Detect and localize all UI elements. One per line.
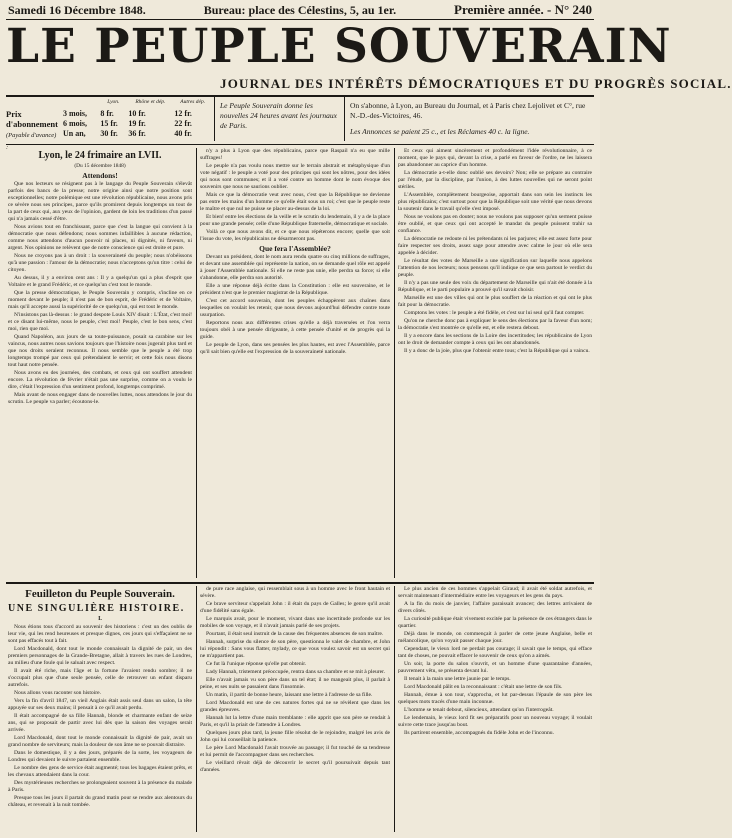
price-cell: 8 fr. xyxy=(100,108,114,118)
feuilleton-column-1 xyxy=(8,586,192,832)
lead-column-3 xyxy=(398,148,592,580)
column-rule xyxy=(196,148,197,578)
price-cell: 12 fr. xyxy=(174,108,192,118)
lead-paragraph: Le peuple n'a pas voulu nous mettre sur le terrain abstrait et métaphysique d'un vote négatif : le peuple a voté pour des principes qui sont les nôtres, pour des idées qui nous sont communes; et il a voté contre un homme dont le nom évoque des souvenirs que nous ne saurions oublier. xyxy=(200,163,390,190)
lead-paragraph: Qu'on ne cherche donc pas à expliquer le sens des élections par la faveur d'un nom; la démocratie s'est montrée ce qu'elle est, et elle restera debout. xyxy=(398,318,592,331)
info-divider xyxy=(214,97,215,141)
story-paragraph: Nous allons vous raconter son histoire. xyxy=(14,690,102,696)
story-paragraph: Pourtant, il était seul instruit de la cause des fréquentes absences de son maître. xyxy=(206,631,384,637)
story-paragraph: Dans le domestique, il y a des jours, préparés de la sorte, les voyageurs de Londres qui devaient le suivre partaient ensemble. xyxy=(8,750,192,763)
price-period: Un an, xyxy=(63,128,86,138)
lead-paragraph: Que nos lecteurs se résignent pas à le langage du Peuple Souverain s'élevât parfois des bancs de la presse; notre origine ainsi que notre position sont exceptionnelles; notre polémique est une révolution républicaine, nous avons pris ce sévère nous ses principes, parce qu'ils promirent depuis longtemps un tout de la part de ceux qui, aux yeux de l'opinion, gardent de loin les traditions d'un passé qui n'a jamais cessé d'être. xyxy=(8,181,192,222)
story-paragraph: de pure race anglaise, qui ressemblait sous à un homme avec le front hautain et sévère. xyxy=(200,586,390,599)
story-paragraph: A la fin du mois de janvier, l'affaire paraissait avancer; des lettres arrivaient de divers côtés. xyxy=(398,601,592,614)
story-paragraph: Ce brave serviteur s'appelait John : il était du pays de Galles; le genre qu'il avait d'une fidélité sans égale. xyxy=(200,601,390,614)
story-paragraph: Elle n'avait jamais vu son père dans un tel état; il ne mangeait plus, il parlait à peine, et ses nuits se passaient dans l'insomnie. xyxy=(200,677,390,690)
price-cell: 40 fr. xyxy=(174,128,192,138)
feuilleton-column-2 xyxy=(200,586,390,832)
lead-dateline: (Du 15 décembre 1848) xyxy=(74,163,126,169)
column-rule xyxy=(196,586,197,832)
price-cell: 19 fr. xyxy=(128,118,146,128)
lead-column-1 xyxy=(8,148,192,580)
lead-paragraph: Reportons nous aux différentes crises qu'elle a déjà traversées et l'on verra toujours obéi à une pensée dirigeante, à cette pensée d'unité et de progrès qui la guide. xyxy=(200,320,390,340)
lead-heading: Lyon, le 24 frimaire an LVII. xyxy=(38,150,162,161)
subscription-bar xyxy=(6,97,594,151)
story-paragraph: Il tenait à la main une lettre jaunie par le temps. xyxy=(404,676,511,682)
price-row xyxy=(62,108,212,118)
issue-dateline xyxy=(8,2,592,18)
section-subheading: Que fera l'Assemblée? xyxy=(259,244,331,253)
story-paragraph: Presque tous les jours il partait du grand matin pour se rendre aux alentours du château, et revenait à la nuit tombée. xyxy=(8,795,192,808)
masthead-title: LE PEUPLE SOUVERAIN xyxy=(6,19,672,74)
lead-paragraph: Nous avons eu des journées, des combats, et ceux qui ont souffert attendent encore. La révolution de février n'était pas une surprise, comme on a voulu le dire, c'était l'expression d'un sentiment profond, longtemps comprimé. xyxy=(8,370,192,390)
story-paragraph: Il avait été riche, mais l'âge et la fortune l'avaient rendu sombre; il ne s'occupait plus que d'une seule pensée, celle de retrouver un enfant disparu autrefois. xyxy=(8,668,192,688)
story-paragraph: Lord Macdonald est une de ces natures fortes qui ne se révèlent que dans les grandes épreuves. xyxy=(200,700,390,713)
column-rule xyxy=(394,586,395,832)
story-paragraph: Le père Lord Macdonald l'avait trouvée au passage; il fut touché de sa tendresse et lui permit de l'accompagner dans ses recherches. xyxy=(200,745,390,758)
lead-paragraph: Voilà ce que nous avons dit, et ce que nous répéterons encore; quelle que soit l'issue du vote, les républicains ne désarmeront pas. xyxy=(200,229,390,242)
lead-column-2 xyxy=(200,148,390,580)
subscription-title: Prix d'abonnement xyxy=(6,109,58,129)
story-paragraph: L'homme se tenait debout, silencieux, attendant qu'on l'interrogeât. xyxy=(404,707,554,713)
bureau-address: Bureau: place des Célestins, 5, au 1er. xyxy=(203,2,397,17)
lead-paragraph: N'insistons pas là-dessus : le grand despote Louis XIV disait : L'État, c'est moi! et ce disant lui-même, nous le peuple, c'est moi! Peuple, c'est le bon sens, c'est moi, rien que moi. xyxy=(8,312,192,332)
price-header: Rhône et dép. xyxy=(135,99,166,105)
lead-paragraph: Le peuple de Lyon, dans ses pensées les plus hautes, est avec l'Assemblée, parce qu'il sait bien qu'elle est l'expression de la souveraineté nationale. xyxy=(200,342,390,355)
story-paragraph: Le nombre des gens de service était augmenté; tous les bagages étaient prêts, et les chevaux attendaient dans la cour. xyxy=(8,765,192,778)
subscription-notice xyxy=(350,101,594,137)
story-paragraph: Lord Macdonald pâlit en la reconnaissant : c'était une lettre de son fils. xyxy=(404,684,563,690)
subscription-table xyxy=(62,97,212,138)
price-period: 6 mois, xyxy=(63,118,87,128)
story-paragraph: Ils partirent ensemble, accompagnés du fidèle John et de l'inconnu. xyxy=(404,730,554,736)
lead-paragraph: La démocratie ne redoute ni les prétendants ni les parjures; elle est assez forte pour faire respecter ses droits, assez sage pour attendre avec calme le jour où elle sera appelée à décider. xyxy=(398,236,592,256)
lead-paragraph: La démocratie a-t-elle donc oublié ses devoirs? Non; elle se prépare au contraire par l'étude, par la discipline, par l'union, à des luttes nouvelles qui ne seront point stériles. xyxy=(398,170,592,190)
story-paragraph: Quelques jours plus tard, la jeune fille résolut de le rejoindre, malgré les avis de John qui lui conseillait la patience. xyxy=(200,730,390,743)
lead-paragraph: Et bien! entre les élections de la veille et le scrutin du lendemain, il y a de la place pour une grande pensée; celle d'une République fraternelle, démocratique et sociale. xyxy=(200,214,390,227)
story-paragraph: La curiosité publique était vivement excitée par la présence de ces étrangers dans le quartier. xyxy=(398,616,592,629)
story-title: UNE SINGULIÈRE HISTOIRE. xyxy=(8,603,185,614)
lead-paragraph: Comptons les votes : le peuple a été fidèle, et c'est sur lui seul qu'il faut compter. xyxy=(404,310,585,316)
lead-paragraph: Quand Napoléon, aux jours de sa toute-puissance, posait sa carabine sur les vaincus, nous autres nous savions toujours que l'histoire nous jugerait plus tard et que nos droits seraient reconnus. Il nous semble que le peuple a été trop longtemps trompé par ceux qui prétendaient le servir; et cette fois nous disons tout haut notre pensée. xyxy=(8,334,192,368)
price-cell: 22 fr. xyxy=(174,118,192,128)
lead-paragraph: Mais ce que la démocratie veut avec nous, c'est que la République ne devienne pas entre les mains d'un homme ce qu'elle était sous un roi; c'est que le peuple reste le maître et que nul ne puisse se placer au-dessus de la loi. xyxy=(200,192,390,212)
lead-paragraph: Mais avant de nous engager dans de nouvelles luttes, nous attendons le jour du scrutin. Le peuple va parler; écoutons-le. xyxy=(8,392,192,405)
story-paragraph: Hannah, surprise du silence de son père, questionna le valet de chambre, et John lui répondit : Sans vous flatter, mylady, ce que vous voulez savoir est un secret qui ne m'appartient pas. xyxy=(200,639,390,659)
story-paragraph: Vers la fin d'avril 1847, un vieil Anglais était assis seul dans un salon, la tête appuyée sur ses deux mains; il pensait à ce qu'il avait perdu. xyxy=(8,698,192,711)
feuilleton-rule xyxy=(6,582,594,584)
price-cell: 30 fr. xyxy=(100,128,118,138)
ad-rates: Les Annonces se paient 25 c., et les Réclames 40 c. la ligne. xyxy=(350,127,530,136)
infobar-rule xyxy=(6,144,594,145)
story-paragraph: Ce fut là l'unique réponse qu'elle put obtenir. xyxy=(206,661,307,667)
story-paragraph: Le lendemain, le vieux lord fit ses préparatifs pour un nouveau voyage; il voulait suivre cette trace jusqu'au bout. xyxy=(398,715,592,728)
story-paragraph: Hannah lut la lettre d'une main tremblante : elle apprit que son père se rendait à Paris, et qu'il la priait de l'attendre à Londres. xyxy=(200,715,390,728)
lead-paragraph: Nous ne voulons pas en douter; nous ne voulons pas supposer qu'un serment puisse être oublié, et que ceux qui ont accepté le mandat du peuple puissent trahir sa confiance. xyxy=(398,214,592,234)
lead-subheading: Attendons! xyxy=(82,171,118,180)
story-paragraph: Un matin, il partit de bonne heure, laissant une lettre à l'adresse de sa fille. xyxy=(206,692,373,698)
subscription-address: On s'abonne, à Lyon, au Bureau du Journal, et à Paris chez Lejolivet et C°, rue N.-D.-des-Victoires, 46. xyxy=(350,101,586,120)
lead-paragraph: Il y a donc de la joie, plus que l'obtenir entre tous; c'est la République qui a vaincu. xyxy=(404,348,590,354)
price-header: Autres dép. xyxy=(180,99,206,105)
story-paragraph: Des mystérieuses recherches se prolongeaient souvent à la présence du malade à Paris. xyxy=(8,780,192,793)
lead-paragraph: Marseille est une des villes qui ont le plus souffert de la réaction et qui ont le plus fait pour la démocratie. xyxy=(398,295,592,308)
issue-date: Samedi 16 Décembre 1848. xyxy=(8,2,146,17)
story-paragraph: Hannah, émue à son tour, s'approcha, et lut par-dessus l'épaule de son père les quelques mots tracés d'une main inconnue. xyxy=(398,692,592,705)
lead-paragraph: Le résultat des votes de Marseille a une signification sur laquelle nous appelons l'attention de nos lecteurs; nous pensons qu'il indique ce que sera partout le verdict du peuple. xyxy=(398,258,592,278)
masthead-subtitle: JOURNAL DES INTÉRÊTS DÉMOCRATIQUES ET DU PROGRÈS SOCIAL. xyxy=(220,76,732,91)
story-paragraph: Le plus ancien de ces hommes s'appelait Giraud; il avait été soldat autrefois, et servait maintenant d'intermédiaire entre les voyageurs et les gens du pays. xyxy=(398,586,592,599)
story-paragraph: Lady Hannah, tristement préoccupée, rentra dans sa chambre et se mit à pleurer. xyxy=(206,669,386,675)
story-paragraph: Nous étions tous d'accord au souvenir des historiens : c'est un des oublis de leur vie, qui les rend heureuses et presque dignes, ces jours qui s'effaçaient ne se sont pas effacés tout à fait. xyxy=(8,624,192,644)
story-paragraph: Le vieillard rêvait déjà de découvrir le secret qu'il poursuivait depuis tant d'années. xyxy=(200,760,390,773)
info-divider xyxy=(344,97,345,141)
price-row xyxy=(62,118,212,128)
lead-paragraph: L'Assemblée, complètement bourgeoise, apportait dans son sein les instincts les plus républicains; c'est surtout pour que la République soit une vérité que nous devons la soutenir dans le travail qu'elle s'est imposé. xyxy=(398,192,592,212)
feuilleton-column-3 xyxy=(398,586,592,832)
lead-paragraph: Devant un président, dont le nom aura rendu quatre ou cinq millions de suffrages, et devant une assemblée qui représente la nation, on se demande quel rôle est appelé à jouer l'Assemblée nationale. Si elle ne reste pas unie, elle perdra sa force; si elle s'abandonne, elle perdra son autorité. xyxy=(200,254,390,281)
price-cell: 10 fr. xyxy=(128,108,146,118)
price-cell: 36 fr. xyxy=(128,128,146,138)
subscription-label xyxy=(6,109,60,153)
story-paragraph: Le marquis avait, pour le moment, vivant dans une incertitude profonde sur les mobiles de son voyage, et il n'avait jamais parlé de ses projets. xyxy=(200,616,390,629)
lead-paragraph: Elle a une réponse déjà écrite dans la Constitution : elle est souveraine, et le président n'est que le premier magistrat de la République. xyxy=(200,283,390,296)
story-paragraph: Déjà dans le monde, on commençait à parler de cette jeune Anglaise, belle et mélancolique, qu'on voyait passer chaque jour. xyxy=(398,631,592,644)
price-header: Lyon. xyxy=(107,99,120,105)
lead-paragraph: Au dessus, il y a environ cent ans : Il y a quelqu'un qui a plus d'esprit que Voltaire et le grand Frédéric, et ce quelqu'un c'est tout le monde. xyxy=(8,275,192,288)
story-paragraph: Il était accompagné de sa fille Hannah, blonde et charmante enfant de seize ans, qui se proposait de partir avec lui dès que la saison des voyages serait arrivée. xyxy=(8,713,192,733)
news-notice: Le Peuple Souverain donne les nouvelles 24 heures avant les journaux de Paris. xyxy=(220,101,337,130)
lead-paragraph: C'est cet accord souverain, dont les peuples échappèrent aux chaînes dans lesquelles on voulait les retenir, que nous devons aujourd'hui défendre contre toute usurpation. xyxy=(200,298,390,318)
lead-paragraph: Que la presse démocratique, le Peuple Souverain y compris, s'incline en ce moment devant le peuple; il n'est pas de bon esprit, de Frédéric et de Voltaire, mais qu'il accepte aussi la supériorité de ce quelqu'un, qui est tout le monde. xyxy=(8,290,192,310)
column-rule xyxy=(394,148,395,578)
lead-paragraph: Il n'y a pas une seule des voix du département de Marseille qui n'ait été donnée à la République, et le parti populaire a prouvé qu'il savait choisir. xyxy=(398,280,592,293)
chapter-number: I. xyxy=(98,616,102,622)
lead-paragraph: Il y a encore dans les sections de la Loire des incertitudes; les républicains de Lyon ont le droit de demander compte à ceux qui les ont abandonnés. xyxy=(398,333,592,346)
lead-paragraph: Nous avions tout en franchissant, parce que c'est la langue qui convient à la démocratie que nous défendons; nous sommes infaillibles à aucune rédaction, comme nous attendons d'aucun pouvoir ni places, ni dignités, ni faveurs, ni argent. Nos opinions ne relèvent que de notre conscience qui est droite et pure. xyxy=(8,224,192,251)
story-paragraph: Lord Macdonald, dont tout le monde connaissait la dignité de pair, un des premiers personnages de la Grande-Bretagne, allait à travers les rues de Londres, au milieu d'une foule qui le saluait avec respect. xyxy=(8,646,192,666)
issue-number: Première année. - N° 240 xyxy=(454,2,592,17)
story-paragraph: Un soir, la porte du salon s'ouvrit, et un homme d'une quarantaine d'années, pauvrement vêtu, se présenta devant lui. xyxy=(398,661,592,674)
lead-paragraph: n'y a plus à Lyon que des républicains, parce que Raspail n'a eu que mille suffrages! xyxy=(200,148,390,161)
price-cell: 15 fr. xyxy=(100,118,118,128)
price-row xyxy=(62,128,212,138)
price-period: 3 mois, xyxy=(63,108,87,118)
feuilleton-heading: Feuilleton du Peuple Souverain. xyxy=(25,588,175,600)
subscription-note: (Payable d'avance) : xyxy=(6,132,57,151)
story-paragraph: Cependant, le vieux lord ne perdait pas courage; il savait que le temps, qui efface tant de choses, ne pouvait effacer le souvenir de ceux qu'on a aimés. xyxy=(398,646,592,659)
story-paragraph: Lord Macdonald, dont tout le monde connaissait la dignité de pair, avait un grand nombre de serviteurs; mais la douleur de son âme ne se pouvait distraire. xyxy=(8,735,192,748)
lead-paragraph: Et ceux qui aiment sincèrement et profondément l'idée révolutionnaire, à ce moment, que le pays qui, devant la crise, a parlé en faveur de l'ordre, ne les laissera pas abandonner au caprice d'un homme. xyxy=(398,148,592,168)
lead-paragraph: Nous ne croyons pas à un droit : la souveraineté du peuple; nous n'obéissons qu'à une passion : l'amour de la démocratie; nous n'acceptons qu'un titre : celui de citoyen. xyxy=(8,253,192,273)
